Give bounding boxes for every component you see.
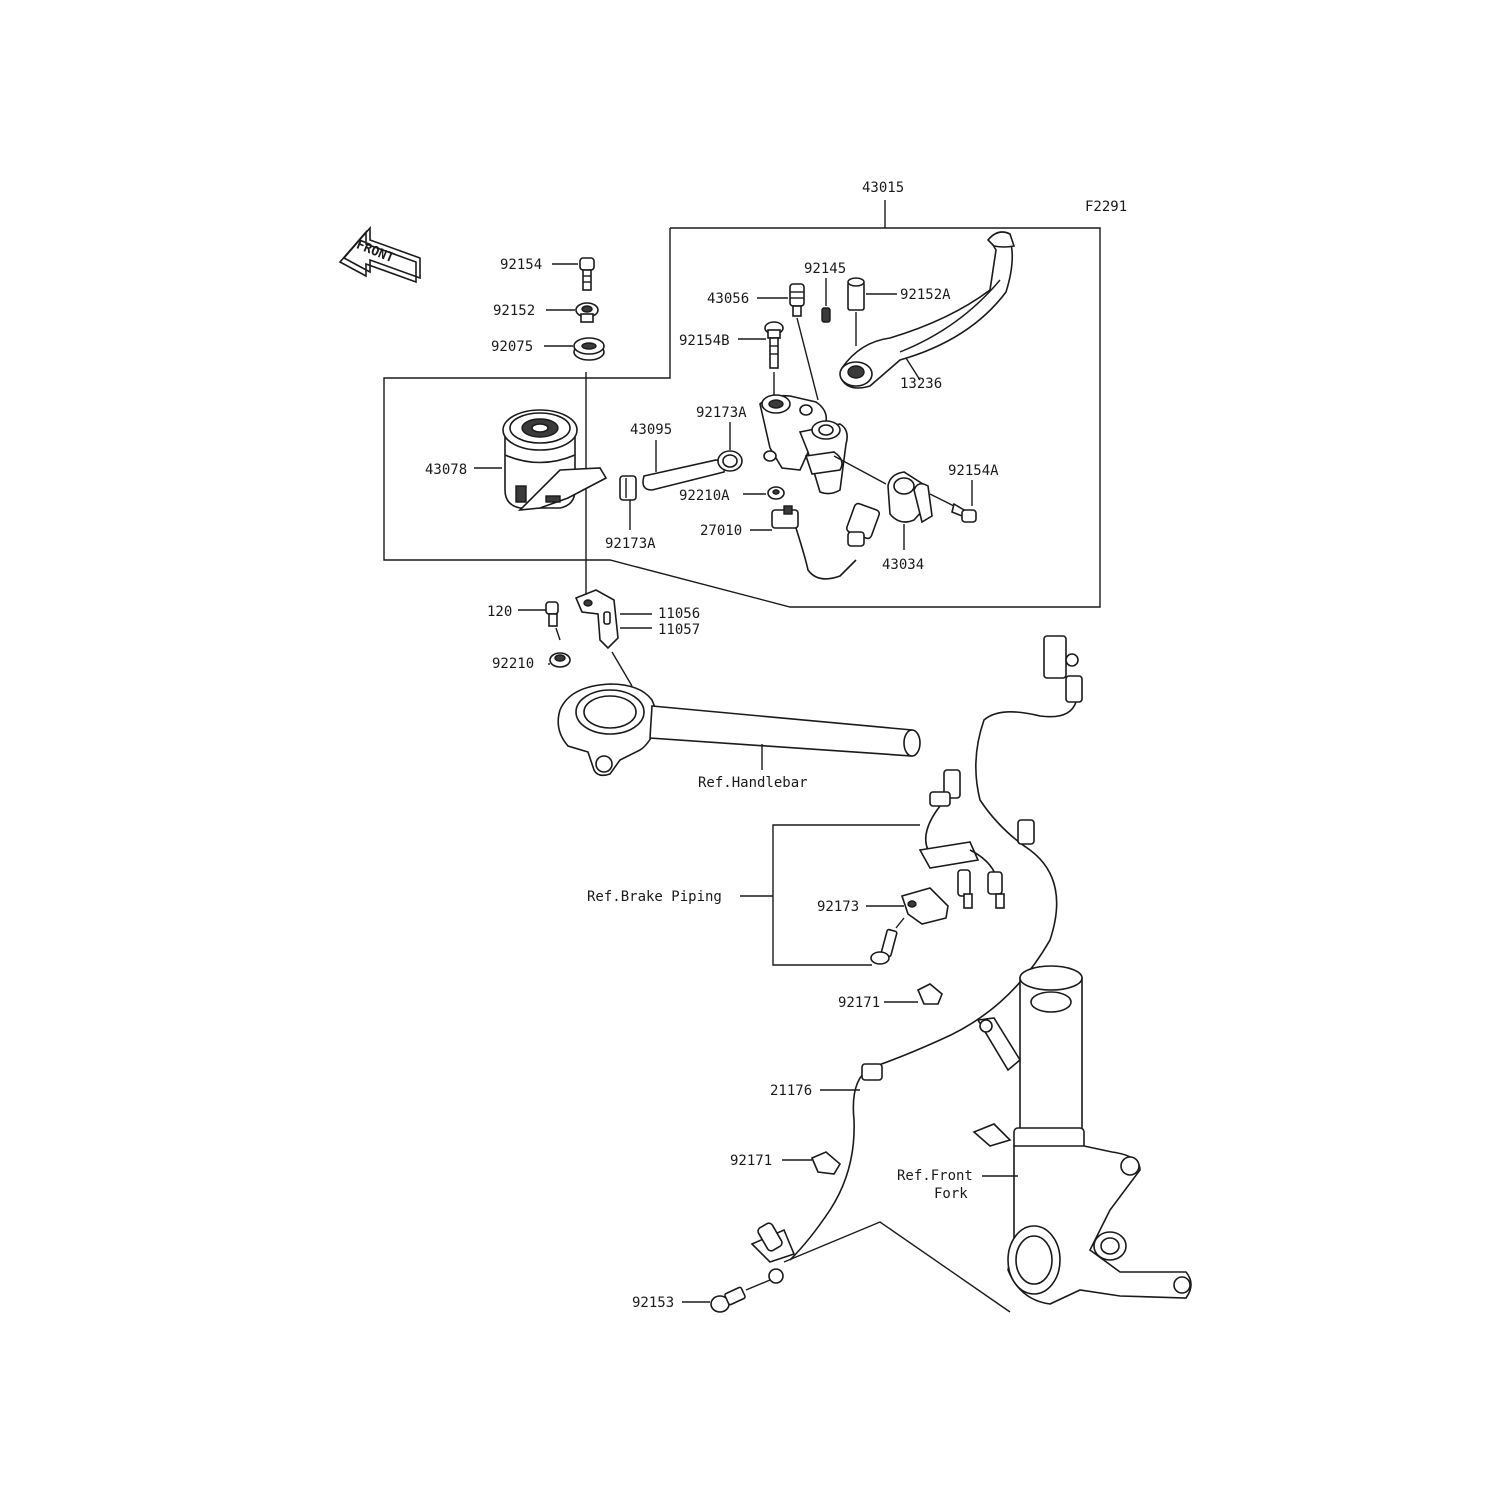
reservoir-43078 [503, 410, 606, 510]
label-120: 120 [487, 604, 513, 620]
handlebar [558, 684, 920, 775]
label-92210: 92210 [492, 656, 535, 672]
label-27010: 27010 [700, 523, 743, 539]
nut-92210A [768, 487, 784, 499]
clamp-43034 [888, 472, 932, 522]
label-43056: 43056 [707, 291, 750, 307]
label-43034: 43034 [882, 557, 925, 573]
bolt-92154B [765, 322, 783, 368]
brake-piping [920, 770, 1004, 908]
label-13236: 13236 [900, 376, 943, 392]
fork-leader [784, 1222, 1010, 1312]
front-arrow-label: FRONT [354, 237, 396, 267]
label-43078: 43078 [425, 462, 468, 478]
clamp-92173A-top [718, 451, 742, 471]
label-43015: 43015 [862, 180, 905, 196]
label-92173A-top: 92173A [696, 405, 747, 421]
ref-handlebar: Ref.Handlebar [698, 775, 808, 791]
label-11056: 11056 [658, 606, 701, 622]
label-92210A: 92210A [679, 488, 730, 504]
label-92153: 92153 [632, 1295, 675, 1311]
label-92152A: 92152A [900, 287, 951, 303]
label-92154A: 92154A [948, 463, 999, 479]
bolt-92154A [930, 494, 976, 522]
grommet-92075 [574, 338, 604, 360]
bolt-92173-mount [871, 929, 897, 964]
label-11057: 11057 [658, 622, 701, 638]
collar-92152A [848, 278, 864, 310]
front-fork [974, 966, 1191, 1304]
lever-13236 [840, 232, 1014, 388]
fitting-43056 [790, 284, 804, 316]
front-arrow-icon [340, 228, 420, 282]
nut-92210 [550, 653, 570, 667]
label-92173: 92173 [817, 899, 860, 915]
label-43095: 43095 [630, 422, 673, 438]
label-21176: 21176 [770, 1083, 813, 1099]
bolt-92153 [711, 1287, 746, 1312]
label-92154B: 92154B [679, 333, 730, 349]
clip-92171-bottom [812, 1152, 840, 1174]
hose-43095 [643, 460, 724, 490]
label-92154: 92154 [500, 257, 543, 273]
bracket-11056 [576, 590, 618, 648]
collar-92152 [576, 303, 598, 322]
bolt-92154 [580, 258, 594, 290]
assembly-outline [384, 200, 1100, 607]
switch-27010 [772, 502, 880, 578]
label-92145: 92145 [804, 261, 847, 277]
ref-front-fork-1: Ref.Front [897, 1168, 973, 1184]
brake-piping-box [773, 825, 920, 965]
clamp-92173A-bottom [620, 476, 636, 500]
label-92171-bottom: 92171 [730, 1153, 773, 1169]
ref-brake-piping: Ref.Brake Piping [587, 889, 722, 905]
label-92173A-bottom: 92173A [605, 536, 656, 552]
master-cylinder-body [760, 395, 847, 494]
label-92171-top: 92171 [838, 995, 881, 1011]
ref-front-fork-2: Fork [934, 1186, 968, 1202]
clip-92171-top [918, 984, 942, 1004]
clamp-92173 [902, 888, 948, 924]
bolt-120 [546, 602, 558, 626]
diagram-code: F2291 [1085, 199, 1128, 215]
spring-92145 [822, 308, 830, 322]
label-92152: 92152 [493, 303, 536, 319]
label-92075: 92075 [491, 339, 534, 355]
